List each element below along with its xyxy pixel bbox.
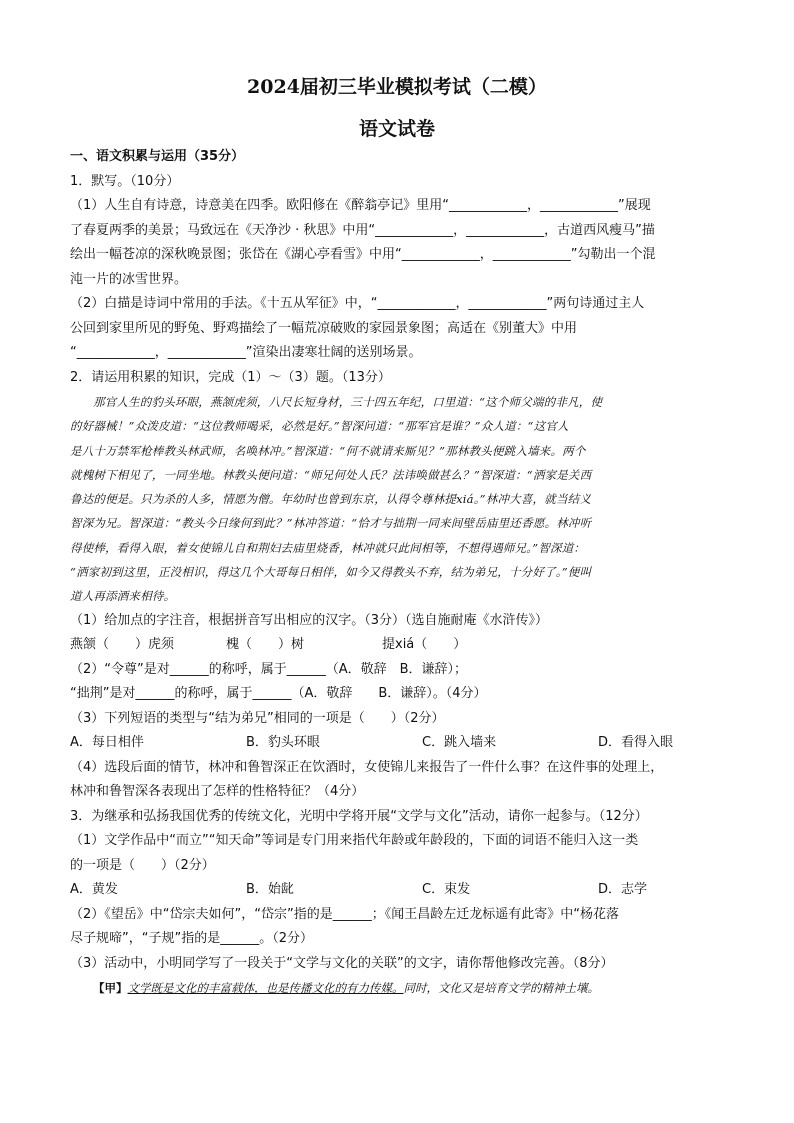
q2-sub1-items: 燕颔（ ）虎须 槐（ ）树 提xiá（ ） xyxy=(70,637,467,653)
option-a: A．每日相伴 xyxy=(70,735,144,751)
q2-sub1: （1）给加点的字注音，根据拼音写出相应的汉字。（3分）（选自施耐庵《水浒传》） xyxy=(70,612,549,628)
passage-line: 得使棒，看得入眼，着女使锦儿自和荆妇去庙里烧香，林冲就只此间相等，不想得遇师兄。”智深道： xyxy=(70,540,586,555)
jia-underlined-sentence: 文学既是文化的丰富载体，也是传播文化的有力传媒。 xyxy=(127,981,404,996)
passage-line: 的好器械！”众泼皮道：“这位教师喝采，必然是好。”智深问道：“那军官是谁？”众人道：“这官人 xyxy=(70,419,569,434)
q2-sub4-line1: （4）选段后面的情节，林冲和鲁智深正在饮酒时，女使锦儿来报告了一件什么事？在这件事的处理上， xyxy=(70,759,664,775)
q1-stem: 1．默写。（10分） xyxy=(70,173,180,189)
q2-sub3: （3）下列短语的类型与“结为弟兄”相同的一项是（ ）（2分） xyxy=(70,710,445,726)
passage-line: 是八十万禁军枪棒教头林武师，名唤林冲。”智深道：“何不就请来厮见？”那林教头便跳入墙来。两个 xyxy=(70,443,586,458)
option-d: D．志学 xyxy=(598,882,648,898)
q2-sub2-line2: “拙荆”是对______的称呼，属于______（A．敬辞 B．谦辞）。（4分） xyxy=(70,686,487,702)
option-c: C．跳入墙来 xyxy=(422,735,497,751)
q1-p2-line2: 公回到家里所见的野兔、野鸡描绘了一幅荒凉破败的家园景象图；高适在《别董大》中用 xyxy=(70,320,578,336)
option-a: A．黄发 xyxy=(70,882,118,898)
option-b: B．始龀 xyxy=(246,882,294,898)
section-heading: 一、语文积累与运用（35分） xyxy=(70,149,245,164)
q3-sub2-line2: 尽子规啼”，“子规”指的是______。（2分） xyxy=(70,931,313,947)
q3-sub1-options xyxy=(70,878,718,903)
q3-sub1-line2: 的一项是（ ）（2分） xyxy=(70,857,215,873)
option-d: D．看得入眼 xyxy=(598,735,674,751)
q2-sub4-line2: 林冲和鲁智深各表现出了怎样的性格特征？（4分） xyxy=(70,784,365,800)
option-c: C．束发 xyxy=(422,882,471,898)
exam-title: 2024届初三毕业模拟考试（二模） xyxy=(247,76,547,98)
q1-p1-line2: 了春夏两季的美景；马致远在《天净沙 · 秋思》中用“____________，____________，古道西风瘦马”描 xyxy=(70,222,655,238)
exam-body xyxy=(70,145,718,1001)
q1-p1-line3: 绘出一幅苍凉的深秋晚景图；张岱在《湖心亭看雪》中用“____________，____________”勾勒出一个混 xyxy=(70,247,656,262)
passage-line: 就槐树下相见了，一同坐地。林教头便问道：“师兄何处人氏？法讳唤做甚么？”智深道：“洒家是关西 xyxy=(70,467,592,482)
q2-stem: 2．请运用积累的知识，完成（1）～（3）题。（13分） xyxy=(70,369,391,385)
q1-p1-line1: （1）人生自有诗意，诗意美在四季。欧阳修在《醉翁亭记》里用“____________，____________”展现 xyxy=(70,198,651,213)
q3-sub3: （3）活动中，小明同学写了一段关于“文学与文化的关联”的文字，请你帮他修改完善。（8分） xyxy=(70,955,614,971)
passage-line: 那官人生的豹头环眼，燕颔虎须，八尺长短身材，三十四五年纪，口里道：“这个师父端的非凡，使 xyxy=(93,395,603,409)
exam-subtitle: 语文试卷 xyxy=(358,118,435,140)
jia-paragraph xyxy=(70,976,718,1001)
q3-sub2-line1: （2）《望岳》中“岱宗夫如何”，“岱宗”指的是______；《闻王昌龄左迁龙标遥有此寄》中“杨花落 xyxy=(70,906,619,922)
passage-line: 智深为兄。智深道：“教头今日缘何到此？”林冲答道：“恰才与拙荆一同来间壁岳庙里还香愿。林冲听 xyxy=(70,516,592,531)
q3-sub1-line1: （1）文学作品中“而立”“知天命”等词是专门用来指代年龄或年龄段的，下面的词语不能归入这一类 xyxy=(70,833,639,849)
jia-tag: 【甲】 xyxy=(93,981,128,996)
option-b: B．豹头环眼 xyxy=(246,735,320,751)
q1-p2-line3: “____________，____________”渲染出凄寒壮阔的送别场景。 xyxy=(70,345,422,360)
q2-sub2-line1: （2）“令尊”是对______的称呼，属于______（A．敬辞 B．谦辞）； xyxy=(70,661,468,677)
jia-rest: 同时，文化又是培育文学的精神土壤。 xyxy=(403,981,599,996)
passage-line: “洒家初到这里，正没相识，得这几个大哥每日相伴，如今又得教头不弃，结为弟兄，十分好了。”便叫 xyxy=(70,565,592,580)
passage-line: 道人再添酒来相待。 xyxy=(70,589,176,604)
q1-p1-line4: 沌一片的冰雪世界。 xyxy=(70,271,188,287)
q2-sub3-options xyxy=(70,731,718,756)
passage-line: 鲁达的便是。只为杀的人多，情愿为僧。年幼时也曾到东京，认得令尊林提xiá。”林冲大喜，就当结义 xyxy=(70,492,592,507)
q1-p2-line1: （2）白描是诗词中常用的手法。《十五从军征》中，“____________，____________”两句诗通过主人 xyxy=(70,296,645,311)
q3-stem: 3．为继承和弘扬我国优秀的传统文化，光明中学将开展“文学与文化”活动，请你一起参与。（12分） xyxy=(70,808,648,824)
